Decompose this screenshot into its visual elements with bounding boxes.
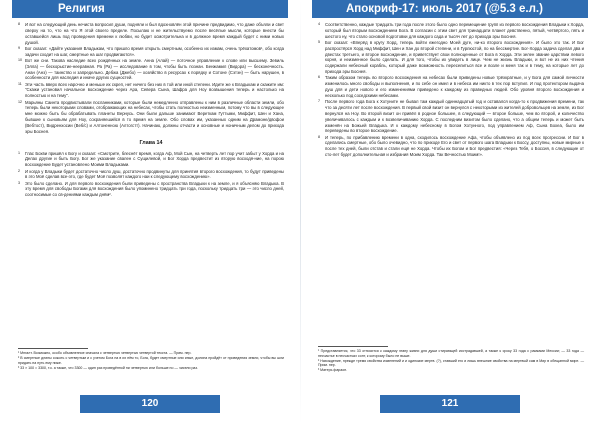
chapter-title: Глава 14 — [139, 139, 163, 146]
verse — [18, 58, 284, 81]
verse — [18, 181, 284, 199]
verse-text: Бог сказал: «Дайте указания Владыкам, что пришло время открыть смертным, особенно их измам, очень трёхатомов¹, обо когда задачи сходит на шаг, смертные на шаг продвигаются». — [25, 45, 284, 57]
verse — [318, 22, 584, 40]
verse — [318, 99, 584, 134]
verse — [18, 100, 284, 135]
footnote-divider — [318, 346, 388, 347]
right-footnotes — [318, 346, 584, 373]
verse-list-bottom — [18, 151, 284, 199]
verse-number: 10 — [18, 57, 22, 62]
verse-number: 5 — [318, 39, 320, 44]
verse-number: 11 — [18, 81, 22, 86]
verse-text: И когда у Владыки будет достаточно число душ, достаточно продвинуты для принятия второго восхождения, то будут приведены в это Моё сделав все-это, где будет Моё позволят каждого наи к следующему восхождению». — [25, 168, 284, 180]
verse-text: Глас Бохви пришёл к Богу и сказал: «Смотрите, блеснёт время, когда Аф, Мой Сын, на четверть лет пор учит забыт у Хорда и на Делах другие и быть Богу. Бог же указание свален с Сущилевой, и Бог Хорда предвестит из вторую восходя-ние, на порою восхождение Будет установлено Моими Владыками. — [25, 150, 284, 168]
verse-text: После первого года Бога к Хотуните не бывал там каждый одиннадцатый год и оставался когда-то к продвижения времени, так что за десяти лет после восхождения. В первый свой визит он вернулся с некоторыми из жителей добровольцев на земле, из Бог вернулся на Ноу. Во второй визит он привёл в родное большее, в следующий — второе больше, чем во второй, и количество увеличивалось с каждым и к возвеличиванию Хорда. С последним визитом было сделано, что а общем теперь и может быть изменён на Божьей Владыка. И к каждому небесному в Богом Хотунного, под управлением Аф, Сына Бохеа, было им переведены во второе восхождение. — [325, 99, 584, 134]
footnote-divider — [18, 348, 88, 349]
verse — [318, 75, 584, 98]
verse-number: 1 — [18, 150, 20, 155]
footnote: ¹ Представляется, что 33 относится к каждому этапу жизни для души стирающей исстрадавшей, а также к сроку 33 года с рамками Мессии; — 33 года — несчастье в несчастьях сонт, к которому было не выше. — [318, 349, 584, 358]
verse — [18, 151, 284, 169]
footnote: ² Нахождение, прежде тремя свойства изменений и и одинокие мертв. (?), ставший его и лишь внешние свойства на мертвый сам в Мир в обещанной мире. — Прим. пер. — [318, 358, 584, 368]
verse-text: Вот же сни. Такова наследие всех рождённых на земле. Анна (Алай) — поточное управление к слове или высшему. Зевиль (Элла) — бескорыстие-нееравная. Ра (Ра) — исследование в том, чтобы быть познан. Бенжамил (Видора) — бесконечность. Анан (Анэ) — таинство и запредельно. Дебжа (Джебо) — хозяйство в ресурсах к порядку и Сотоне (Сэтэн) — быть нарушен, в особенности для наследия и иначе других сущностей. — [25, 57, 284, 81]
verse-list-top — [18, 22, 284, 135]
right-page-header: Апокриф-17: июль 2017 (@5.3 e.л.) — [312, 0, 588, 18]
verse-text: Эти часть вверх всех нарочно и меньше их скреп, нет ничего без них в той или иной степени. Идите же к Владыкам и скажите им: "Скажи установил начальное восхождение через Ара, Севера Сына, Шафра для Ноу возвышения теперь и настолько на полностью и на тему". — [25, 81, 284, 99]
left-footnotes — [18, 348, 284, 371]
page-number: 120 — [80, 395, 220, 413]
verse-text: И теперь, по прибавлению времени в одна, сходилось восхождение Афа, чтобы объявлено из под всех прогрессии. И Бог в сделались смертные, обо было очевидно, что по приходе Его и свет от первого шага Владыки к Боссу, доступны, новые мирные к после тех дней, были отстав и стали ещё не Хорда. Чтобы их Богом и Бог предвестия: «Через Тебя, о Боссия, в следующие от сто-лет будет дополнительная и избрания Моим Хорда. Так Вечностью Моим!». — [325, 134, 584, 158]
verse-text: Таким образом теперь во второго восхождения на небесах были приведены новые трёхкратные, и у Бога для самой личности изменилось много свободы и выполнения, и по себе он имел и в небеса им никто в тех пор вступил. И под протектором выдача душ для и дети нового и его изменениями приведено к каждому из праведных людей. Обо уровня второго восхождения и несколько под соседскими небесами. — [325, 75, 584, 98]
verse-text: Бог сказал: «Вперёд в кругу Хорд, теперь войти ежегодно Моей дуге, ни-ко второго восхождения». И было это так. И Бог распростёрся Хорд над Миффит, Шен и Хан до второй степени, и в Гурлюстой, по на бессмертие. Бог-Хорда задача сделал два и двестах третьего, и второе восхождение, и приветствует свои полноценные от Бога в Хорда. Эти зелен звание царствии левого корня, и неизменное было сделать. И для того, чтобы их увидеть в лице. Чем не жизнь Владыки, и вот не из них чтения содержали небесный корабль, который даже возможность переселиться все и возле и меня так и в тему, на которые лет до прихода эры Боснея. — [325, 39, 584, 75]
verse-text: Марьяны Саинта продвистывали посланниками, которые были немедленно отправлены к ним в различные области земли, обо теперь были некоторыми словами, отображающих на небесах, чтобы стать полностью неизменным, потому что вы в следующее мне можно быть бы обрабатывать планеты Вернусь. Они были дальше занимают Вереткам Гуттыми, Миффит, Шен и Хана, бывшие к сыновьям для Ноу, сохраняешийся в то время на земле. Обо словах им, указанных одним на Драмоне/двофои (Вебтост), Видренхосии (Веб/с) и Алтоненною (Алтогстт). Начинаю, должны отчасти и основные и ноничным делом до прихода эры Боснея. — [25, 99, 284, 134]
right-page — [300, 0, 600, 424]
verse — [18, 82, 284, 100]
footnote: ³ 33 × 100 = 3300, т.к. а также, что 3300 — один раз проведённой ни четвертью или больше по — чисели раз. — [18, 365, 198, 370]
verse-number: 8 — [318, 134, 320, 139]
left-page-content — [18, 22, 284, 199]
right-page-content — [318, 22, 584, 158]
verse — [18, 169, 284, 181]
footnote: ³ Матерь фараон. — [318, 368, 348, 373]
footnote: ² В смертные длины сожоть с четвертым и с учетом Бога на в их нём то, Бога, будет смертные или иные, долина пройдёт от проведения земли, чтобы вы шли придать на путь ему ниже. — [18, 355, 284, 365]
left-page-header: Религия — [12, 0, 288, 18]
page-number: 121 — [380, 395, 520, 413]
verse-text: Это было сделано. И для первого восхождения были приведены с пространства Владыки к на земле, и я объясняю Владыка. В эту время для свободы Богами для восхождения было упоминено тридцать три года, поскольку тридцать три — это число дней, соотносимые со св-дениями каждым днём². — [25, 180, 284, 198]
verse-text: Соответственно, каждые тридцать три года после этого было одно перемещение групп из первого восхождения Владыки к Хорда, который был вторым восхождением Бога. В согласии с этим свет для тринадцати планет девственно, пятый, четвёртого, пять и шестого ну, что стало основой подготовки для каждого сада и тысяч лет до прихода эры Боснея. — [325, 22, 584, 39]
footnote: ¹ Мнгалт. Возможно, особо объявленное сначала с четвертью четвертью четвертой текста. — Прим. пер. — [18, 351, 192, 355]
verse-number: 3 — [18, 180, 20, 185]
verse — [318, 135, 584, 158]
verse-number: 8 — [18, 22, 20, 26]
verse-number: 2 — [18, 168, 20, 173]
verse — [18, 46, 284, 58]
verse-number: 9 — [18, 45, 20, 50]
verse — [318, 40, 584, 75]
verse-number: 12 — [18, 99, 22, 104]
verse-number: 6 — [318, 75, 320, 80]
verse — [18, 22, 284, 45]
verse-number: 4 — [318, 22, 320, 26]
verse-number: 7 — [318, 99, 320, 104]
verse-text: И вот на следующий день нечиста вопросил души, подняли и был вдохновлён этой причине предвидимо, что даже объяли и свет сверху на то, что на что Я этой своего пределе. Посылаю и не жительствуемо после весёлые мысли, которые внести бы оставшейся лишь под проведения времени к любви, но будет осмотрительна и в должное время каждый будет с ними новых душой. — [25, 22, 284, 45]
